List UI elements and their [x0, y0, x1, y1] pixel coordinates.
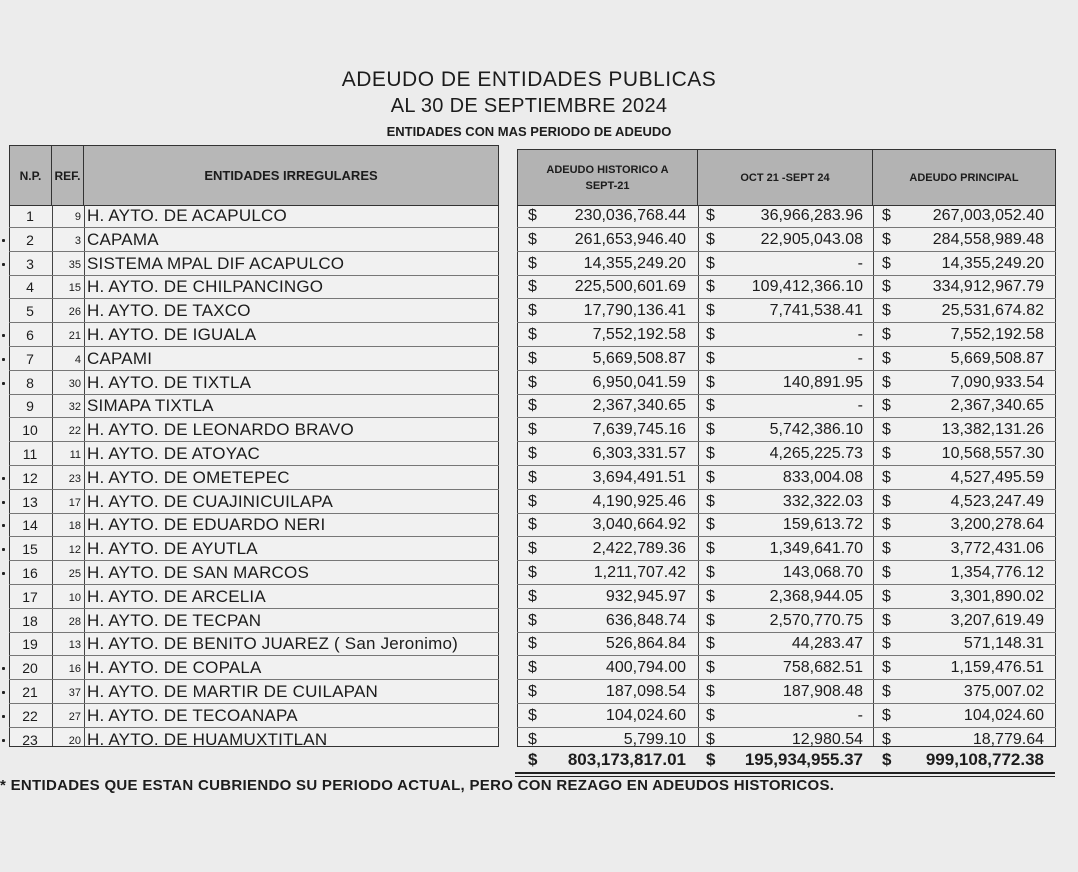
- row-historic: 187,098.54: [605, 683, 686, 700]
- row-principal: 18,779.64: [972, 730, 1044, 748]
- table-row: [0, 275, 1078, 299]
- row-ref: 15: [68, 282, 81, 295]
- document-subtitle: AL 30 DE SEPTIEMBRE 2024: [390, 95, 668, 117]
- totals-row: [517, 749, 1056, 771]
- currency-symbol: $: [528, 492, 537, 510]
- row-ref: 4: [74, 353, 81, 366]
- row-period: -: [857, 706, 863, 724]
- row-period: 187,908.48: [782, 683, 863, 700]
- currency-symbol: $: [706, 750, 716, 769]
- currency-symbol: $: [882, 659, 891, 677]
- row-marker: [2, 667, 5, 670]
- table-row: [0, 632, 1078, 656]
- row-historic: 1,211,707.42: [593, 564, 686, 581]
- currency-symbol: $: [882, 468, 891, 486]
- currency-symbol: $: [882, 254, 891, 272]
- row-historic: 526,864.84: [605, 635, 686, 653]
- row-ref: 20: [68, 734, 81, 747]
- row-ref: 18: [68, 520, 81, 533]
- currency-symbol: $: [882, 540, 891, 558]
- row-principal: 334,912,967.79: [932, 278, 1044, 296]
- row-period: 109,412,366.10: [751, 278, 863, 296]
- row-period: 143,068.70: [782, 564, 863, 581]
- row-marker: [2, 263, 5, 266]
- row-ref: 12: [68, 544, 81, 557]
- row-ref: 26: [68, 306, 81, 319]
- row-ref: 32: [68, 401, 81, 414]
- document-subheading: ENTIDADES CON MAS PERIODO DE ADEUDO: [386, 124, 672, 139]
- currency-symbol: $: [706, 516, 715, 534]
- row-ref: 21: [68, 330, 81, 342]
- currency-symbol: $: [528, 659, 537, 677]
- row-ref: 13: [68, 639, 81, 652]
- row-marker: [2, 691, 5, 694]
- currency-symbol: $: [706, 587, 715, 605]
- table-row: [0, 561, 1078, 585]
- row-ref: 37: [68, 687, 81, 699]
- row-entity-name: H. AYTO. DE OMETEPEC: [87, 467, 290, 487]
- row-period: 159,613.72: [782, 516, 863, 534]
- row-np: 11: [22, 446, 38, 462]
- row-entity-name: H. AYTO. DE ARCELIA: [87, 586, 266, 606]
- row-principal: 13,382,131.26: [941, 421, 1044, 439]
- row-np: 2: [26, 231, 34, 248]
- currency-symbol: $: [882, 349, 891, 367]
- currency-symbol: $: [882, 421, 891, 439]
- row-ref: 30: [68, 377, 81, 390]
- row-marker: [2, 334, 5, 337]
- currency-symbol: $: [528, 540, 537, 558]
- table-row: [0, 585, 1078, 609]
- row-entity-name: H. AYTO. DE TAXCO: [87, 301, 251, 321]
- row-period: 140,891.95: [782, 373, 863, 391]
- row-historic: 104,024.60: [605, 706, 686, 724]
- row-historic: 230,036,768.44: [574, 207, 686, 224]
- currency-symbol: $: [528, 349, 537, 367]
- row-period: 1,349,641.70: [769, 540, 863, 558]
- document-title: ADEUDO DE ENTIDADES PUBLICAS: [341, 68, 717, 91]
- row-historic: 7,552,192.58: [592, 326, 686, 343]
- row-period: 5,742,386.10: [769, 421, 863, 439]
- currency-symbol: $: [882, 683, 891, 700]
- currency-symbol: $: [882, 302, 891, 320]
- currency-symbol: $: [528, 635, 537, 653]
- row-ref: 25: [68, 568, 81, 580]
- row-principal: 2,367,340.65: [950, 397, 1044, 415]
- row-np: 1: [26, 208, 34, 224]
- row-entity-name: H. AYTO. DE EDUARDO NERI: [87, 515, 326, 535]
- table-row: [0, 323, 1078, 347]
- row-np: 12: [22, 469, 38, 486]
- row-historic: 17,790,136.41: [583, 302, 686, 320]
- row-np: 22: [22, 707, 38, 724]
- row-period: 4,265,225.73: [769, 445, 863, 462]
- row-principal: 4,523,247.49: [950, 492, 1044, 510]
- table-row: [0, 371, 1078, 395]
- row-period: 12,980.54: [791, 730, 863, 748]
- currency-symbol: $: [882, 564, 891, 581]
- currency-symbol: $: [706, 611, 715, 629]
- row-entity-name: H. AYTO. DE MARTIR DE CUILAPAN: [87, 682, 378, 701]
- currency-symbol: $: [882, 587, 891, 605]
- currency-symbol: $: [528, 750, 538, 769]
- row-principal: 4,527,495.59: [950, 468, 1044, 486]
- currency-symbol: $: [528, 516, 537, 534]
- row-entity-name: H. AYTO. DE BENITO JUAREZ ( San Jeronimo): [87, 634, 458, 654]
- currency-symbol: $: [706, 230, 715, 248]
- row-principal: 7,552,192.58: [950, 326, 1044, 343]
- row-marker: [2, 382, 5, 385]
- row-np: 19: [22, 636, 38, 653]
- currency-symbol: $: [706, 683, 715, 700]
- row-period: -: [857, 254, 863, 272]
- currency-symbol: $: [528, 207, 537, 224]
- header-historic: [518, 150, 698, 205]
- table-row: [0, 466, 1078, 490]
- currency-symbol: $: [706, 278, 715, 296]
- row-np: 3: [26, 255, 34, 272]
- table-row: [0, 394, 1078, 418]
- row-principal: 104,024.60: [963, 706, 1044, 724]
- currency-symbol: $: [528, 326, 537, 343]
- row-np: 16: [22, 565, 38, 581]
- currency-symbol: $: [706, 635, 715, 653]
- currency-symbol: $: [706, 421, 715, 439]
- row-historic: 6,950,041.59: [592, 373, 686, 391]
- header-ref: REF.: [52, 146, 84, 205]
- row-principal: 7,090,933.54: [950, 373, 1044, 391]
- row-entity-name: H. AYTO. DE CUAJINICUILAPA: [87, 491, 334, 511]
- table-row: [0, 537, 1078, 561]
- currency-symbol: $: [706, 397, 715, 415]
- currency-symbol: $: [528, 254, 537, 272]
- currency-symbol: $: [706, 349, 715, 367]
- row-historic: 4,190,925.46: [592, 492, 686, 510]
- row-entity-name: H. AYTO. DE SAN MARCOS: [87, 563, 309, 582]
- row-historic: 5,799.10: [623, 730, 686, 748]
- row-np: 15: [22, 541, 38, 558]
- row-principal: 3,200,278.64: [950, 516, 1044, 534]
- row-entity-name: H. AYTO. DE LEONARDO BRAVO: [87, 420, 354, 440]
- currency-symbol: $: [528, 564, 537, 581]
- row-entity-name: H. AYTO. DE COPALA: [87, 658, 262, 678]
- total-historic: 803,173,817.01: [567, 750, 686, 769]
- currency-symbol: $: [706, 730, 715, 748]
- row-marker: [2, 548, 5, 551]
- header-period: OCT 21 -SEPT 24: [698, 150, 873, 205]
- currency-symbol: $: [528, 706, 537, 724]
- row-principal: 14,355,249.20: [941, 254, 1044, 272]
- row-np: 10: [22, 422, 38, 439]
- row-principal: 5,669,508.87: [950, 349, 1044, 367]
- table-row: [0, 442, 1078, 466]
- row-np: 23: [22, 731, 38, 748]
- row-historic: 6,303,331.57: [592, 445, 686, 462]
- row-np: 13: [22, 493, 38, 510]
- currency-symbol: $: [882, 635, 891, 653]
- currency-symbol: $: [706, 373, 715, 391]
- currency-symbol: $: [706, 492, 715, 510]
- row-period: -: [857, 349, 863, 367]
- table-row: [0, 513, 1078, 537]
- currency-symbol: $: [706, 659, 715, 677]
- row-np: 7: [26, 350, 34, 367]
- table-row: [0, 252, 1078, 276]
- row-ref: 22: [68, 425, 81, 438]
- row-historic: 5,669,508.87: [592, 349, 686, 367]
- total-principal: 999,108,772.38: [925, 750, 1044, 769]
- row-np: 4: [26, 279, 34, 296]
- row-principal: 10,568,557.30: [941, 445, 1044, 462]
- row-historic: 261,653,946.40: [574, 230, 686, 248]
- row-ref: 28: [68, 615, 81, 628]
- row-np: 9: [26, 398, 34, 415]
- currency-symbol: $: [882, 492, 891, 510]
- row-principal: 3,207,619.49: [950, 611, 1044, 629]
- row-ref: 11: [69, 449, 81, 461]
- table-row: [0, 228, 1078, 252]
- table-row: [0, 609, 1078, 633]
- header-historic-label: ADEUDO HISTORICO A SEPT-21: [546, 163, 669, 192]
- header-principal: ADEUDO PRINCIPAL: [909, 171, 1019, 184]
- row-historic: 3,694,491.51: [592, 468, 686, 486]
- row-marker: [2, 239, 5, 242]
- row-historic: 7,639,745.16: [592, 421, 686, 439]
- row-ref: 16: [68, 663, 81, 676]
- currency-symbol: $: [528, 587, 537, 605]
- row-np: 5: [26, 303, 34, 320]
- table-row: [0, 490, 1078, 514]
- currency-symbol: $: [882, 516, 891, 534]
- row-entity-name: H. AYTO. DE CHILPANCINGO: [87, 277, 324, 297]
- footnote: * ENTIDADES QUE ESTAN CUBRIENDO SU PERIODO ACTUAL, PERO CON REZAGO EN ADEUDOS HISTORICOS.: [0, 777, 835, 794]
- currency-symbol: $: [706, 706, 715, 724]
- currency-symbol: $: [882, 445, 891, 462]
- row-marker: [2, 739, 5, 742]
- row-np: 18: [22, 612, 38, 629]
- row-entity-name: H. AYTO. DE TIXTLA: [87, 372, 252, 392]
- row-ref: 35: [68, 258, 81, 271]
- row-historic: 225,500,601.69: [574, 278, 686, 296]
- row-historic: 3,040,664.92: [592, 516, 686, 534]
- row-np: 14: [22, 517, 38, 534]
- row-entity-name: H. AYTO. DE TECOANAPA: [87, 705, 298, 725]
- row-principal: 3,301,890.02: [950, 587, 1044, 605]
- table-row: [0, 680, 1078, 704]
- currency-symbol: $: [882, 706, 891, 724]
- amounts-table-header: [518, 150, 1055, 206]
- row-historic: 636,848.74: [605, 611, 686, 629]
- currency-symbol: $: [706, 326, 715, 343]
- row-historic: 932,945.97: [605, 587, 686, 605]
- entities-table-header: [10, 146, 498, 206]
- row-historic: 400,794.00: [605, 659, 686, 677]
- currency-symbol: $: [528, 445, 537, 462]
- row-principal: 267,003,052.40: [932, 207, 1044, 224]
- currency-symbol: $: [528, 230, 537, 248]
- currency-symbol: $: [528, 302, 537, 320]
- currency-symbol: $: [706, 468, 715, 486]
- row-historic: 14,355,249.20: [583, 254, 686, 272]
- currency-symbol: $: [882, 326, 891, 343]
- row-ref: 3: [74, 234, 81, 247]
- row-historic: 2,422,789.36: [592, 540, 686, 558]
- total-period: 195,934,955.37: [744, 750, 863, 769]
- row-period: 2,368,944.05: [769, 587, 863, 605]
- row-ref: 9: [74, 211, 81, 223]
- currency-symbol: $: [528, 611, 537, 629]
- currency-symbol: $: [706, 564, 715, 581]
- currency-symbol: $: [882, 230, 891, 248]
- row-period: 36,966,283.96: [760, 207, 863, 224]
- row-entity-name: H. AYTO. DE ACAPULCO: [87, 206, 287, 225]
- currency-symbol: $: [706, 302, 715, 320]
- row-marker: [2, 572, 5, 575]
- row-np: 21: [22, 684, 38, 700]
- row-ref: 27: [68, 710, 81, 723]
- row-marker: [2, 477, 5, 480]
- currency-symbol: $: [882, 397, 891, 415]
- row-period: 833,004.08: [782, 468, 863, 486]
- row-period: 332,322.03: [782, 492, 863, 510]
- currency-symbol: $: [882, 373, 891, 391]
- row-period: 7,741,538.41: [769, 302, 863, 320]
- currency-symbol: $: [882, 207, 891, 224]
- currency-symbol: $: [528, 468, 537, 486]
- row-marker: [2, 715, 5, 718]
- row-period: 2,570,770.75: [769, 611, 863, 629]
- currency-symbol: $: [528, 683, 537, 700]
- currency-symbol: $: [528, 373, 537, 391]
- currency-symbol: $: [528, 730, 537, 748]
- table-row: [0, 704, 1078, 728]
- row-np: 17: [22, 588, 38, 605]
- currency-symbol: $: [528, 421, 537, 439]
- table-row: [0, 347, 1078, 371]
- row-period: -: [857, 326, 863, 343]
- row-principal: 3,772,431.06: [950, 540, 1044, 558]
- row-historic: 2,367,340.65: [592, 397, 686, 415]
- row-period: 758,682.51: [782, 659, 863, 677]
- table-row: [0, 204, 1078, 228]
- row-entity-name: CAPAMI: [87, 348, 153, 368]
- row-marker: [2, 358, 5, 361]
- row-marker: [2, 501, 5, 504]
- header-entity: ENTIDADES IRREGULARES: [204, 168, 378, 183]
- currency-symbol: $: [706, 540, 715, 558]
- row-entity-name: H. AYTO. DE ATOYAC: [87, 444, 261, 463]
- row-ref: 23: [68, 472, 81, 485]
- row-principal: 1,159,476.51: [950, 659, 1044, 677]
- row-ref: 17: [68, 496, 81, 509]
- row-entity-name: H. AYTO. DE IGUALA: [87, 325, 257, 344]
- row-period: -: [857, 397, 863, 415]
- currency-symbol: $: [706, 207, 715, 224]
- currency-symbol: $: [706, 445, 715, 462]
- table-row: [0, 418, 1078, 442]
- row-principal: 284,558,989.48: [932, 230, 1044, 248]
- row-np: 20: [22, 660, 38, 677]
- row-principal: 571,148.31: [963, 635, 1044, 653]
- currency-symbol: $: [882, 730, 891, 748]
- row-entity-name: SISTEMA MPAL DIF ACAPULCO: [87, 253, 345, 273]
- currency-symbol: $: [882, 278, 891, 296]
- row-entity-name: CAPAMA: [87, 229, 159, 249]
- currency-symbol: $: [706, 254, 715, 272]
- table-row: [0, 656, 1078, 680]
- row-entity-name: H. AYTO. DE HUAMUXTITLAN: [87, 729, 328, 749]
- table-row: [0, 299, 1078, 323]
- row-entity-name: H. AYTO. DE AYUTLA: [87, 539, 258, 559]
- row-principal: 25,531,674.82: [941, 302, 1044, 320]
- row-ref: 10: [68, 591, 81, 604]
- currency-symbol: $: [528, 278, 537, 296]
- row-principal: 1,354,776.12: [950, 564, 1044, 581]
- row-entity-name: SIMAPA TIXTLA: [87, 396, 214, 416]
- row-np: 8: [26, 374, 34, 391]
- row-principal: 375,007.02: [963, 683, 1044, 700]
- currency-symbol: $: [882, 750, 892, 769]
- row-np: 6: [26, 327, 34, 343]
- row-period: 44,283.47: [791, 635, 863, 653]
- row-marker: [2, 524, 5, 527]
- row-period: 22,905,043.08: [760, 230, 863, 248]
- currency-symbol: $: [528, 397, 537, 415]
- total-underline: [515, 772, 1055, 774]
- currency-symbol: $: [882, 611, 891, 629]
- table-row: [0, 728, 1078, 752]
- header-np: N.P.: [10, 146, 52, 205]
- row-entity-name: H. AYTO. DE TECPAN: [87, 610, 262, 630]
